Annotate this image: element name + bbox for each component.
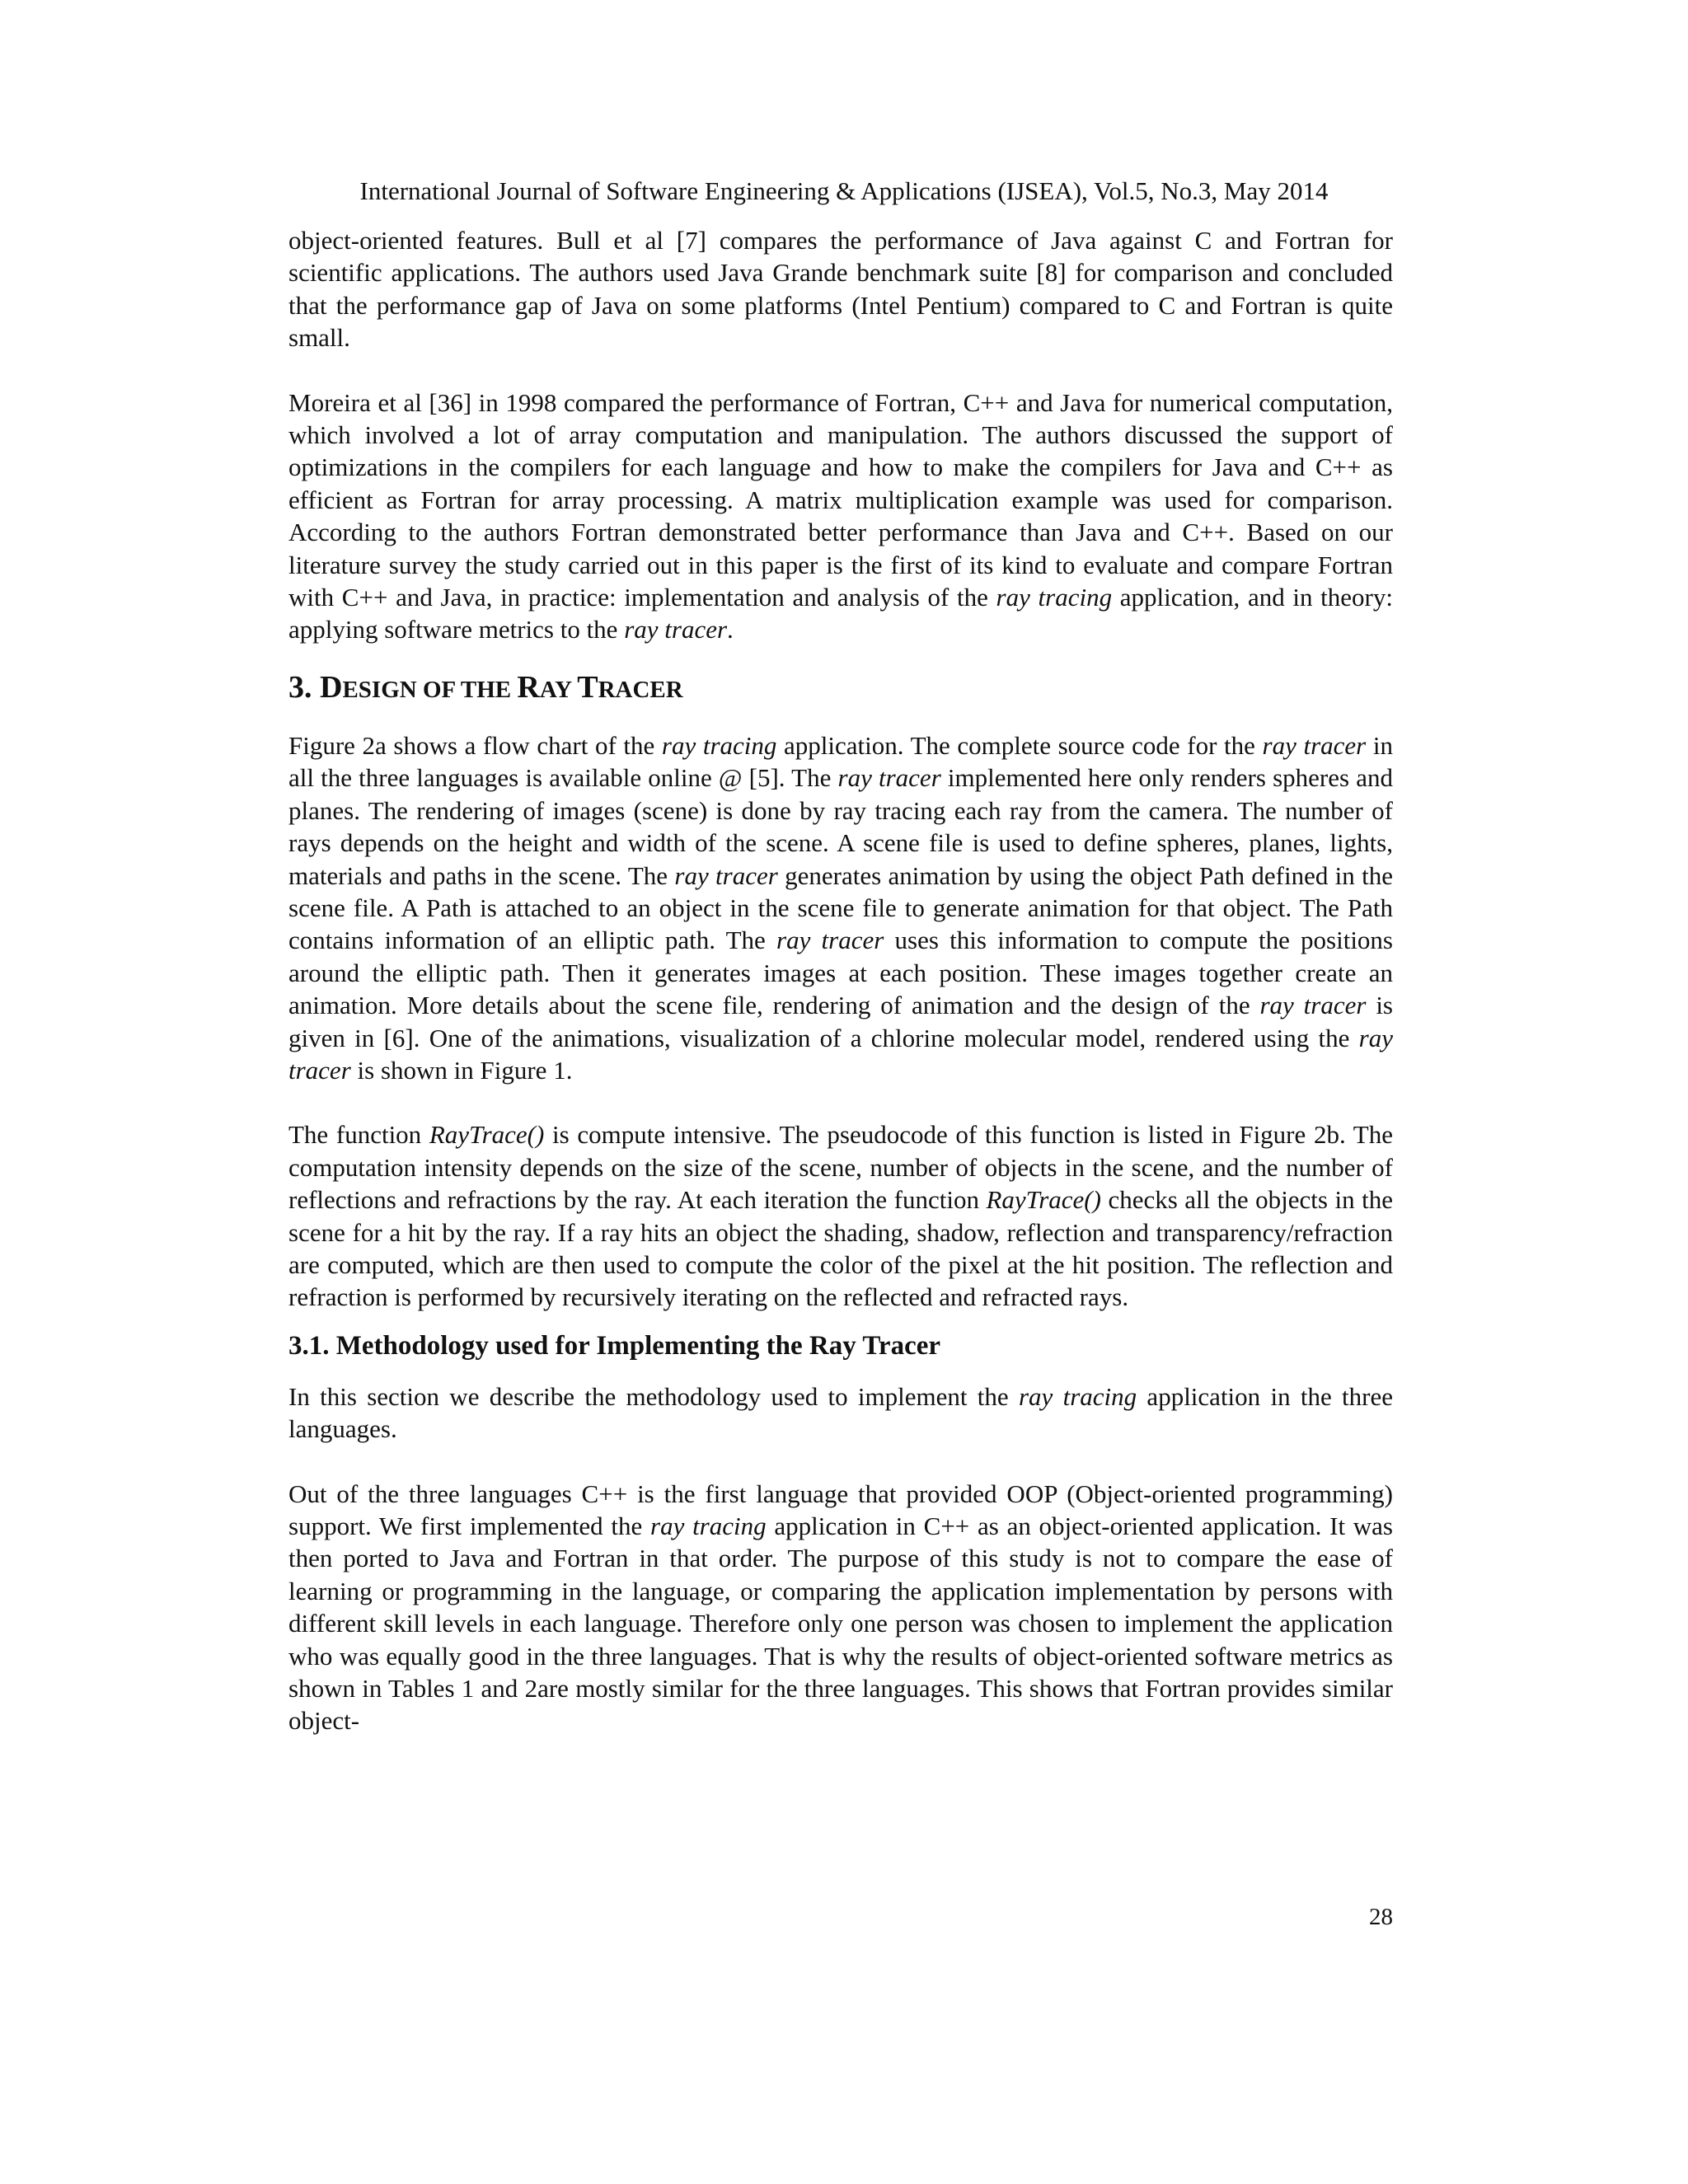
running-header: International Journal of Software Engineering & Applications (IJSEA), Vol.5, No.3, May 2014	[359, 176, 1329, 205]
subsection-heading-3-1: 3.1. Methodology used for Implementing the Ray Tracer	[288, 1330, 941, 1361]
page-number: 28	[1369, 1904, 1393, 1930]
paragraph-2: Moreira et al [36] in 1998 compared the performance of Fortran, C++ and Java for numerical computation, which involved a lot of array computation and manipulation. The authors discussed the support of optimizations in the compilers for each language and how to make the compilers for Java and C++ as efficient as Fortran for array processing. A matrix multiplication example was used for comparison. According to the authors Fortran demonstrated better performance than Java and C++. Based on our literature survey the study carried out in this paper is the first of its kind to evaluate and compare Fortran with C++ and Java, in practice: implementation and analysis of the ray tracing application, and in theory: applying software metrics to the ray tracer.	[288, 387, 1393, 644]
paragraph-1: object-oriented features. Bull et al [7] compares the performance of Java against C and Fortran for scientific applications. The authors used Java Grande benchmark suite [8] for comparison and concluded that the performance gap of Java on some platforms (Intel Pentium) compared to C and Fortran is quite small.	[288, 226, 1393, 353]
section-heading-3: 3. DESIGN OF THE RAY TRACER	[288, 669, 683, 705]
paragraph-4: The function RayTrace() is compute intensive. The pseudocode of this function is listed in Figure 2b. The computation intensity depends on the size of the scene, number of objects in the scene, and the number of reflections and refractions by the ray. At each iteration the function RayTrace() checks all the objects in the scene for a hit by the ray. If a ray hits an object the shading, shadow, reflection and transparency/refraction are computed, which are then used to compute the color of the pixel at the hit position. The reflection and refraction is performed by recursively iterating on the reflected and refracted rays.	[288, 1120, 1393, 1312]
paragraph-3: Figure 2a shows a flow chart of the ray tracing application. The complete source code for the ray tracer in all the three languages is available online @ [5]. The ray tracer implemented here only renders spheres and planes. The rendering of images (scene) is done by ray tracing each ray from the camera. The number of rays depends on the height and width of the scene. A scene file is used to define spheres, planes, lights, materials and paths in the scene. The ray tracer generates animation by using the object Path defined in the scene file. A Path is attached to an object in the scene file to generate animation for that object. The Path contains information of an elliptic path. The ray tracer uses this information to compute the positions around the elliptic path. Then it generates images at each position. These images together create an animation. More details about the scene file, rendering of animation and the design of the ray tracer is given in [6]. One of the animations, visualization of a chlorine molecular model, rendered using the ray tracer is shown in Figure 1.	[288, 730, 1393, 1085]
main-content	[288, 224, 1393, 1737]
paragraph-6: Out of the three languages C++ is the first language that provided OOP (Object-oriented programming) support. We first implemented the ray tracing application in C++ as an object-oriented application. It was then ported to Java and Fortran in that order. The purpose of this study is not to compare the ease of learning or programming in the language, or comparing the application implementation by persons with different skill levels in each language. Therefore only one person was chosen to implement the application who was equally good in the three languages. That is why the results of object-oriented software metrics as shown in Tables 1 and 2are mostly similar for the three languages. This shows that Fortran provides similar object-	[288, 1479, 1393, 1736]
paragraph-5: In this section we describe the methodology used to implement the ray tracing application in the three languages.	[288, 1381, 1393, 1444]
